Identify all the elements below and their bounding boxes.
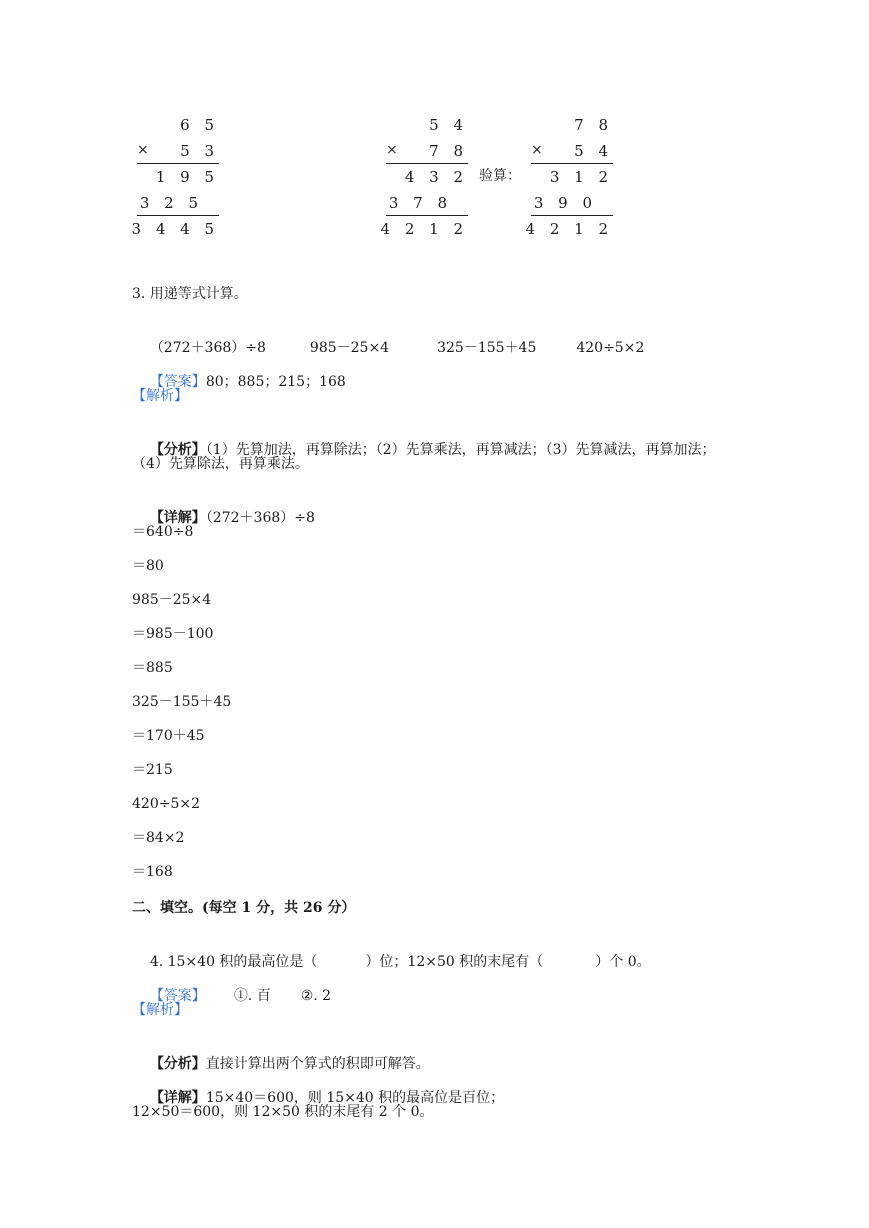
multiplier: 7 8: [429, 142, 468, 160]
question-4-part-3: ）个 0。: [595, 954, 651, 970]
expression-1: （272＋368）÷8: [149, 340, 266, 356]
answer-1: ①. 百: [233, 988, 271, 1004]
rule-line: [137, 163, 219, 164]
step-line: 325－155＋45: [132, 694, 232, 710]
times-sign: ×: [386, 142, 398, 158]
detail-text: 15×40＝600，则 15×40 积的最高位是百位；: [205, 1090, 505, 1106]
answer-tag: 【答案】: [149, 988, 206, 1004]
expression-3: 325－155＋45: [437, 340, 537, 356]
answer-tag: 【答案】: [149, 374, 206, 390]
partial-product-2: 3 9 0: [533, 194, 597, 212]
explanation-tag: 【解析】: [132, 388, 188, 404]
question-3-title: 3. 用递等式计算。: [132, 286, 248, 302]
step-line: ＝885: [132, 660, 173, 676]
verify-label: 验算：: [479, 168, 521, 184]
explanation-tag: 【解析】: [132, 1002, 188, 1018]
product-result: 3 4 4 5: [131, 220, 219, 238]
detail-tag: 【详解】: [149, 1090, 206, 1106]
partial-product-1: 3 1 2: [549, 168, 613, 186]
multiplicand: 6 5: [180, 116, 219, 134]
partial-product-1: 4 3 2: [404, 168, 468, 186]
rule-line: [531, 215, 613, 216]
detail-tag: 【详解】: [149, 510, 206, 526]
analysis-tag: 【分析】: [149, 442, 206, 458]
analysis-tag: 【分析】: [149, 1056, 206, 1072]
step-line: ＝985－100: [132, 626, 214, 642]
answer-text: 80；885；215；168: [205, 374, 346, 390]
vertical-multiplication-2: [380, 113, 468, 243]
step-line: ＝80: [132, 558, 164, 574]
step-line: ＝215: [132, 762, 173, 778]
multiplicand: 7 8: [574, 116, 613, 134]
multiplier: 5 3: [180, 142, 219, 160]
question-4-part-2: ）位；12×50 积的末尾有（: [365, 954, 544, 970]
partial-product-1: 1 9 5: [155, 168, 219, 186]
partial-product-2: 3 7 8: [388, 194, 452, 212]
expression-2: 985－25×4: [309, 340, 390, 356]
detail-text: （272＋368）÷8: [205, 510, 315, 526]
rule-line: [137, 215, 219, 216]
analysis-line-2: （4）先算除法，再算乘法。: [132, 456, 309, 472]
step-line: ＝168: [132, 864, 173, 880]
rule-line: [531, 163, 613, 164]
step-line: ＝84×2: [132, 830, 185, 846]
step-line: 420÷5×2: [132, 796, 200, 812]
product-result: 4 2 1 2: [525, 220, 613, 238]
analysis-text: （1）先算加法，再算除法；（2）先算乘法，再算减法；（3）先算减法，再算加法；: [205, 442, 716, 458]
multiplier: 5 4: [574, 142, 613, 160]
section-heading: 二、填空。(每空 1 分，共 26 分）: [132, 900, 356, 916]
analysis-text: 直接计算出两个算式的积即可解答。: [205, 1056, 430, 1072]
times-sign: ×: [137, 142, 149, 158]
partial-product-2: 3 2 5: [139, 194, 203, 212]
expression-4: 420÷5×2: [576, 340, 645, 356]
vertical-multiplication-3: [525, 113, 613, 243]
vertical-multiplication-1: [131, 113, 219, 243]
step-line: 985－25×4: [132, 592, 212, 608]
question-4-part-1: 4. 15×40 积的最高位是（: [149, 954, 318, 970]
times-sign: ×: [531, 142, 543, 158]
answer-2: ②. 2: [300, 988, 332, 1004]
step-line: ＝170＋45: [132, 728, 205, 744]
step-line: ＝640÷8: [132, 524, 194, 540]
detail-line-2: 12×50＝600，则 12×50 积的末尾有 2 个 0。: [132, 1104, 434, 1120]
product-result: 4 2 1 2: [380, 220, 468, 238]
multiplicand: 5 4: [429, 116, 468, 134]
rule-line: [386, 215, 468, 216]
rule-line: [386, 163, 468, 164]
